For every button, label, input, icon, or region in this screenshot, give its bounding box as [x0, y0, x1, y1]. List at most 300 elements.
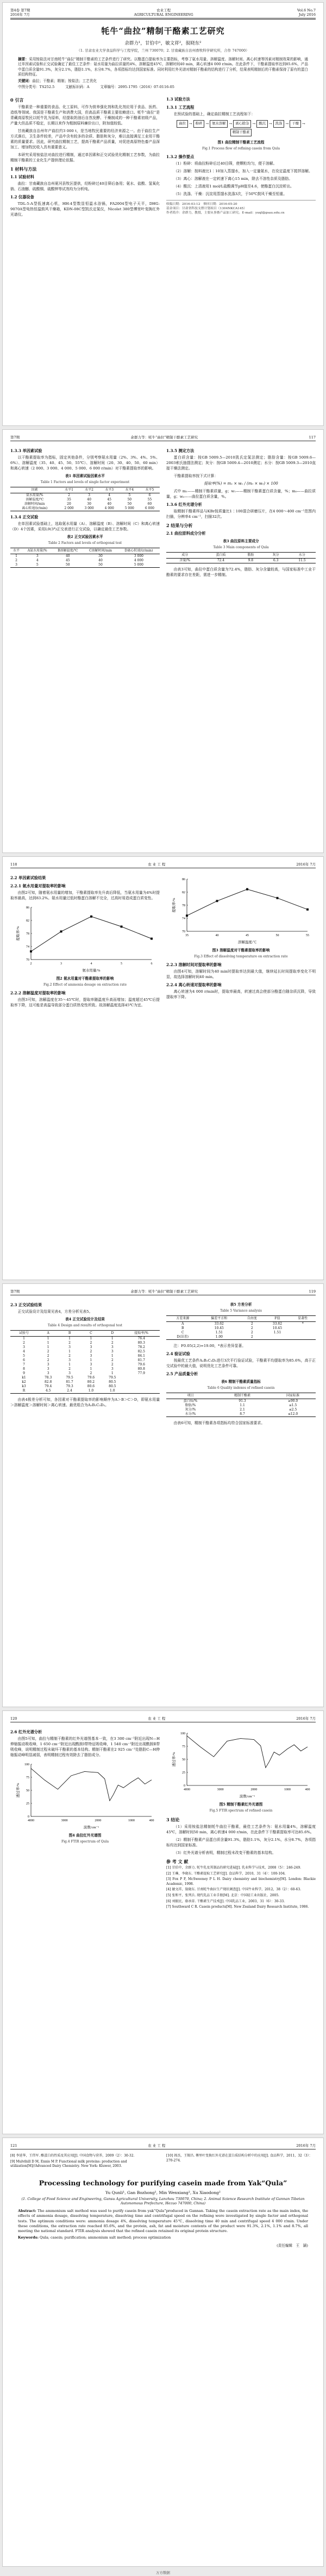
table-cell: 79.6: [137, 1363, 145, 1367]
page-5: [2, 1710, 324, 2134]
reference-item: [8] 李延华，王伟军. 酪蛋白的性质及其应用[J]. 中国食物与营养，2009（2）：30-32.: [10, 2154, 135, 2158]
figure-caption: 图5 精制干酪素红外光谱图: [219, 1802, 263, 1807]
table-header: 因素: [10, 487, 59, 493]
header-center: 农 业 工 程: [148, 862, 166, 867]
chart-svg: [171, 875, 312, 945]
table-cell: 4: [108, 493, 111, 497]
table-cell: 30: [87, 502, 91, 506]
table-cell: 离心转速/(r/min): [10, 506, 59, 511]
table-cell: 40: [98, 559, 103, 562]
table-cell: [123, 1384, 160, 1389]
y-tick-label: 70: [181, 930, 185, 933]
table-cell: 1: [90, 1337, 92, 1340]
table-cell: [290, 1326, 316, 1331]
y-tick-label: 0: [183, 1784, 185, 1788]
paragraph: （4）酸沉：上清液用1 mol/L盐酸调节pH值至4.6，使酪蛋白沉淀析出。: [173, 184, 294, 189]
table-cell: 2: [239, 1335, 265, 1340]
table-row: [10, 563, 160, 568]
column-right: [166, 94, 316, 220]
table-cell: 80.8: [137, 1367, 145, 1371]
page-header: [10, 862, 316, 868]
page-header: [10, 1289, 316, 1295]
table-cell: 2: [47, 1358, 49, 1362]
table-row: [10, 1341, 160, 1345]
table-cell: 81.7: [137, 1358, 145, 1362]
header-center: 农 业 工 程: [148, 1716, 166, 1721]
english-keywords-label: Keywords:: [18, 2235, 39, 2240]
table-cell: 50: [52, 563, 83, 568]
table-header: 试验号: [10, 1331, 37, 1337]
page-header: [10, 1716, 316, 1722]
table-cell: 1.51: [215, 1331, 223, 1334]
table-cell: 2: [68, 493, 70, 497]
table-header: F值: [265, 1316, 290, 1322]
table-cell: 3: [47, 1367, 49, 1371]
table-header: D: [102, 1331, 123, 1337]
table-header: 自由度: [239, 1316, 265, 1322]
reference-item: [2] 王琳，李晓东. 干酪素提取工艺研究[J]. 食品科学，2010，31（4）：100-104.: [166, 1871, 286, 1876]
table-cell: 3: [111, 1367, 114, 1371]
reference-item: [5] 张和平，张列兵. 现代乳品工业手册[M]. 北京：中国轻工业出版社，2005.: [166, 1893, 280, 1897]
figure-caption-en: Fig.5 FTIR spectrum of refined casein: [209, 1809, 273, 1813]
table-cell: 2: [250, 1322, 253, 1326]
paragraph: 本研究采用铵盐法对曲拉进行精制，通过单因素和正交试验优化精制工艺参数，为曲拉精制干酪素的工业化生产提供理论依据。: [10, 153, 160, 163]
table-cell: 2: [111, 1341, 114, 1345]
table-cell: 1: [47, 1341, 49, 1345]
y-tick-label: 25: [26, 1802, 29, 1806]
table-cell: 2: [111, 1358, 114, 1362]
header-center: 余群力等：牦牛“曲拉”精制干酪素工艺研究: [130, 1289, 198, 1294]
flow-step: 氨水溶解: [210, 120, 228, 128]
table-cell: 81.7: [66, 1380, 73, 1384]
caption-en: Table 1 Factors and levels of single factor experiment: [40, 480, 130, 484]
flow-step: 曲拉: [177, 120, 188, 128]
table-1: [10, 487, 160, 511]
table-cell: 5: [22, 563, 52, 568]
table-cell: 1.1: [240, 1403, 245, 1407]
table-cell: 6: [23, 1358, 25, 1362]
subsection-heading: 2.5 产品质量分析: [166, 1371, 198, 1376]
caption: 表2 正交试验因素水平: [67, 535, 103, 539]
flow-step: 洗涤: [273, 120, 285, 128]
subsection-heading: 2.2.3 溶解时间对提取率的影响: [166, 962, 222, 967]
y-tick-label: 82: [181, 891, 185, 894]
subsection-heading: 2.6 红外光谱分析: [10, 1729, 42, 1734]
table-cell: 6 000: [140, 506, 160, 511]
table-cell: 1: [68, 1337, 71, 1340]
table-cell: R: [10, 1389, 37, 1394]
y-tick-label: 82: [26, 919, 29, 923]
paragraph: （1）粉碎：将曲拉粉碎后过40目筛，使颗粒均匀，便于溶解。: [173, 161, 277, 166]
table-cell: 1: [47, 1337, 49, 1340]
table-cell: *: [302, 1322, 304, 1326]
keywords-text: 曲拉；干酪素；精制；铵盐法；工艺优化: [32, 78, 97, 83]
data-point: [30, 950, 32, 952]
keywords: [18, 79, 308, 84]
abstract-label: 摘要：: [18, 57, 29, 61]
flow-step: 精制干酪素: [230, 129, 252, 136]
y-tick-label: 0: [27, 1815, 29, 1819]
header-left: 121: [10, 2143, 17, 2148]
table-cell: 脂肪/%: [185, 1403, 196, 1407]
table-row: [10, 1358, 160, 1363]
table-cell: 2: [90, 1350, 92, 1353]
table-cell: 50: [83, 563, 118, 568]
table-cell: [265, 1335, 290, 1340]
section-heading: 3 结论: [166, 1817, 180, 1822]
english-abstract-label: Abstract:: [18, 2208, 36, 2213]
affiliation: （1. 甘肃农业大学食品科学与工程学院，兰州 730070；2. 甘南藏族自治州畜牧科学研究所，合作 747000）: [77, 48, 249, 53]
table-cell: ≤1.5: [289, 1403, 297, 1407]
watermark-footer: 万方数据: [156, 2571, 170, 2575]
table-cell: 2.4: [59, 1389, 80, 1394]
table-3: [166, 552, 316, 563]
figure-caption: 图3 溶解温度对干酪素提取率的影响: [212, 948, 270, 952]
table-cell: 2: [47, 1354, 49, 1358]
x-tick-label: 40: [215, 934, 218, 937]
table-cell: A: [181, 1322, 184, 1326]
table-cell: [123, 1380, 160, 1384]
table-cell: 78.2: [137, 1345, 145, 1349]
caption: 表4 正交试验设计及结果: [65, 1317, 105, 1321]
paragraph: 由表6可知，精制干酪素各项指标均符合国家标准要求。: [173, 1421, 265, 1425]
table-cell: 3: [90, 1354, 92, 1358]
y-axis-label: 提取率/%: [16, 926, 20, 941]
x-tick-label: 3000: [217, 1788, 224, 1791]
table-4: [10, 1330, 160, 1394]
arrow-icon: →: [268, 122, 272, 127]
table-cell: 3 000: [134, 554, 143, 558]
table-header: 水平4: [120, 487, 140, 493]
subsection-heading: 2.2.4 离心转速对提取率的影响: [166, 982, 222, 987]
chart-svg: [15, 903, 156, 974]
table-cell: 40: [87, 498, 91, 502]
table-2: [10, 548, 160, 568]
table-cell: 10.45: [272, 1326, 283, 1330]
table-cell: 78.3: [44, 1376, 52, 1380]
table-row: [10, 493, 160, 498]
paragraph: 离心转速为4 000 r/min时，提取率最高，转速过高会使部分酪蛋白随杂质沉降，导致提取率下降。: [166, 989, 316, 999]
table-cell: 2: [68, 1341, 71, 1345]
table-cell: 2: [68, 1354, 71, 1358]
paragraph: 在单因素试验基础上，选取氨水用量（A）、溶解温度（B）、溶解时间（C）和离心转速（D）4个因素，采用L9(3⁴)正交表进行正交试验，以确定最佳工艺参数。: [10, 522, 160, 531]
table-header: 水平1: [59, 487, 79, 493]
paper-title: 牦牛“曲拉”精制干酪素工艺研究: [101, 26, 225, 36]
paragraph: 甘南藏族自治州年产曲拉约3 000 t，是当地牧民重要的经济来源之一。由于曲拉生产方式落后，卫生条件较差，产品中含有较多的杂质、脂肪和灰分，难以直接满足工业用干酪素的质量要求。因此，研究曲拉精制工艺，提高干酪素产品质量，对促进高原特色畜产品深加工、增加牧民收入具有重要意义。: [10, 129, 160, 150]
x-tick-label: 400: [305, 1788, 310, 1791]
table-cell: 3: [23, 1345, 25, 1349]
x-tick-label: 6: [151, 962, 152, 966]
page-header: [10, 435, 316, 441]
table-row: [10, 1350, 160, 1354]
chart-svg: [15, 1760, 156, 1831]
table-cell: 2.1: [240, 1408, 245, 1412]
arrow-icon: →: [189, 122, 192, 127]
x-tick-label: 2000: [250, 1788, 257, 1791]
table-cell: 7: [23, 1363, 25, 1367]
x-tick-label: 3000: [61, 1819, 68, 1822]
data-point: [90, 916, 92, 918]
header-left: 第4卷 第7期 2016年 7月: [10, 8, 30, 17]
flow-step: 干燥: [290, 120, 301, 128]
table-cell: 40: [107, 502, 111, 506]
series-line: [31, 917, 152, 951]
table-cell: 3: [36, 554, 39, 558]
process-flow: [166, 120, 316, 136]
table-header: B溶解温度/℃: [52, 548, 83, 554]
references: [166, 1866, 316, 1910]
chart-ftir-casein: [166, 1729, 316, 1800]
subsection-heading: 1.3.1 工艺流程: [166, 105, 195, 110]
table-cell: C: [181, 1331, 184, 1334]
data-point: [60, 930, 62, 932]
subsection-heading: 2.2.2 溶解温度对提取率的影响: [10, 991, 66, 995]
subsection-heading: 2.3 正交试验结果: [10, 1302, 42, 1307]
y-axis-label: 提取率/%: [172, 898, 176, 913]
subsection-heading: 1.1 试验材料: [10, 174, 34, 180]
table-cell: 2: [250, 1326, 253, 1330]
table-header: D离心转速/(r/min): [118, 548, 160, 554]
table-cell: 40: [65, 554, 70, 558]
table-header: 偏差平方和: [199, 1316, 240, 1322]
table-cell: 33.62: [272, 1322, 283, 1326]
column-left: [10, 94, 160, 220]
paragraph: 干酪素是一种重要的食品、化工原料，可作为营养强化剂和乳化剂应用于食品、医药、造纸等领域。我国是干酪素生产和消费大国，但高品质干酪素主要依赖进口。牦牛“曲拉”是青藏高原牧民以牦牛乳为原料，经提取奶油后自然发酵、干燥制成的一种干酪素初级产品，产量大但品质不稳定，长期以来作为粗制原料廉价出口，附加值较低。: [10, 105, 160, 126]
chart-svg: [171, 1729, 312, 1800]
subsection-heading: 2.4 验证试验: [166, 1351, 190, 1356]
header-left: 120: [10, 1716, 17, 1721]
arrow-icon: →: [205, 122, 209, 127]
table-header: 脂肪: [238, 553, 263, 559]
table-cell: 1.0: [80, 1389, 102, 1394]
reference-item: [1] 甘伯中，余群力. 牦牛乳及其制品的研究进展[J]. 乳业科学与技术，2008（5）：246-249.: [166, 1866, 302, 1870]
table-row: [10, 1354, 160, 1358]
flow-step: 粉碎: [193, 120, 205, 128]
table-header: 水平5: [140, 487, 160, 493]
table-cell: 3: [68, 1345, 71, 1349]
subsection-heading: 1.3.5 测定方法: [166, 448, 195, 453]
paragraph: 由表3可知，曲拉中蛋白质含量为72.4%，脂肪、灰分含量较高，与国家标准中工业干酪素的要求存在差距，需进一步精制。: [166, 567, 316, 577]
column-right: [166, 1300, 316, 1428]
header-right: 2016年 7月: [296, 2143, 316, 2148]
paragraph: （1）采用铵盐法精制牦牛曲拉干酪素，最佳工艺条件为：氨水用量4%，溶解温度45℃，溶解时间50 min，离心转速4 000 r/min，在此条件下干酪素提取率可达85.6%。: [166, 1825, 316, 1834]
table-header: C溶解时间/min: [83, 548, 118, 554]
paragraph: 由图3可知，溶解温度在35～45℃时，提取率随温度升高而增加；温度超过45℃后提取率下降，这可能是高温导致部分蛋白质热变性所致。故溶解温度选择45℃为宜。: [10, 998, 160, 1007]
table-cell: 2: [111, 1363, 114, 1367]
table-cell: 79.6: [87, 1376, 95, 1380]
english-affiliation: (1. College of Food Science and Engineering, Gansu Agricultural University, Lanzhou 730070, China; 2. Animal Science Research Institute of Gannan Tibetan Autonomous Prefecture, Hezuo 747000, China): [21, 2196, 305, 2205]
subsection-heading: 1.2 仪器设备: [10, 195, 34, 200]
paragraph: （2）精制干酪素产品蛋白质含量91.3%，脂肪1.1%，灰分2.1%，水分8.7%，各项指标均达到国家标准。: [166, 1838, 316, 1847]
table-cell: ≤12.0: [270, 1412, 316, 1417]
x-tick-label: 400: [149, 1819, 154, 1822]
classification: 中图分类号：TS252.5 文献标识码：A 文章编号：2095-1795（2016）07-0116-05: [18, 85, 174, 90]
table-row: [166, 559, 316, 563]
editor-note: (责任编辑 王 颖): [277, 2243, 308, 2248]
keywords-label: 关键词：: [18, 78, 33, 83]
caption: 图1 曲拉精制干酪素工艺流程: [217, 140, 265, 145]
table-cell: 1: [47, 1345, 49, 1349]
column-left: [10, 446, 160, 580]
table-cell: 6: [148, 493, 151, 497]
table-row: [10, 498, 160, 502]
x-axis-label: 波数/cm⁻¹: [83, 1826, 99, 1829]
table-cell: 溶解时间/min: [24, 502, 45, 506]
x-tick-label: 4: [90, 962, 92, 966]
x-axis-label: 氨水用量/%: [82, 969, 101, 973]
table-cell: 1: [111, 1337, 114, 1340]
table-row: [10, 1389, 160, 1394]
table-cell: 5 000: [118, 563, 160, 568]
table-row: [166, 1335, 316, 1340]
paragraph: TDL-5-A型低速离心机，HH-4型数显恒温水浴锅，FA2004型电子天平，DHG-9070A型电热恒温鼓风干燥箱，KDN-08C型凯氏定氮仪，Nicolet 380型傅里叶变换红外光谱仪。: [10, 202, 160, 217]
table-cell: 10.45: [214, 1326, 224, 1330]
subsection-heading: 1.3.2 操作要点: [166, 154, 195, 160]
header-center: 农 业 工 程: [148, 2143, 166, 2148]
subsection-heading: 2.1 曲拉原料成分分析: [166, 531, 206, 536]
abstract-text: 采用铵盐法对甘南牦牛“曲拉”精制干酪素的工艺条件进行了研究。以酪蛋白提取率为主要指标，考察了氨水用量、溶解温度、溶解时间、离心转速等因素对精制效果的影响，通过单因素试验和正交试验确定了最佳工艺条件：氨水用量为曲拉质量的4%，溶解温度45℃，溶解时间40 min，离心转速4 000 r/min。在此条件下，干酪素提取率达到85.6%，产品中蛋白质含量91.3%，灰分2.1%，脂肪1.1%，水分8.7%，各项指标均达到国家标准。同时利用红外光谱对精制干酪素的结构进行了分析，结果表明精制后的干酪素保持了原有的蛋白质结构特征。: [18, 57, 309, 77]
subsection-heading: 1.3.6 红外光谱分析: [166, 502, 202, 507]
table-cell: 3: [90, 1345, 92, 1349]
table-row: [10, 1380, 160, 1384]
table-cell: 82.5: [137, 1350, 145, 1353]
paragraph: 由图4可知，溶解时间为40 min时提取率达到最大值，继续延长时间提取率变化不明显，故选择溶解时间40 min。: [166, 969, 316, 979]
table-cell: 1.51: [273, 1331, 281, 1334]
subsection-heading: 2.2.1 氨水用量对提取率的影响: [10, 883, 66, 888]
paragraph: 蛋白质含量：按GB 5009.5—2010凯氏定氮法测定；脂肪含量：按GB 5009.6—2003索氏抽提法测定；灰分：按GB 5009.4—2010测定；水分：按GB 5009.3—2010直接干燥法测定。: [166, 455, 316, 471]
table-cell: 3: [88, 493, 90, 497]
table-cell: 3: [90, 1363, 92, 1367]
reference-item: [10] 阎杰，王锡昌. 傅里叶变换红外光谱在蛋白质结构分析中的应用[J]. 食品科学，2011，32（3）：270-274.: [166, 2154, 312, 2163]
table-cell: 1: [111, 1371, 114, 1375]
page-2: [2, 429, 324, 853]
paragraph: 式中 m₁——精制干酪素质量，g；w₁——精制干酪素蛋白质含量，%；m₀——曲拉质量，g；w₀——曲拉蛋白质含量，%。: [166, 489, 316, 499]
column-right: [166, 1727, 316, 1911]
caption: 表6 精制干酪素质量指标: [221, 1380, 261, 1384]
data-point: [306, 908, 309, 911]
paragraph: 由图2可知，随着氨水用量的增加，干酪素提取率先升高后降低，当氨水用量为4%时提取率最高，达到83.2%。氨水用量过低时酪蛋白溶解不完全，过高时易造成蛋白质变性。: [10, 891, 160, 900]
table-row: [10, 559, 160, 563]
header-right: 2016年 7月: [296, 862, 316, 867]
paragraph: （2）溶解：按料液比1∶10加入蒸馏水，加入一定量氨水，在设定温度下搅拌溶解。: [173, 169, 312, 174]
table-row: [10, 554, 160, 559]
table-cell: k2: [22, 1380, 26, 1384]
caption-en: Table 6 Quality indexes of refined casein: [207, 1386, 275, 1390]
english-keywords-text: Qula; casein; purification; ammonium salt method; process optimization: [40, 2235, 171, 2240]
section-heading: 0 引言: [10, 97, 24, 103]
y-axis-label: 透过率/%: [172, 1752, 176, 1767]
table-cell: 2: [68, 1367, 71, 1371]
footnote: 收稿日期：2016-03-12 修回日期：2016-05-20 基金项目：甘肃省科技支撑计划项目（1304NKCA145） 作者简介：余群力，教授，主要从事畜产品加工研究。E-mail：yuql@gsau.edu.cn: [166, 200, 316, 215]
table-cell: 76.4: [137, 1337, 145, 1340]
table-cell: 11.5: [289, 559, 316, 563]
y-axis-label: 透过率/%: [16, 1783, 20, 1798]
table-cell: D(误差): [166, 1335, 199, 1340]
caption: 表5 方差分析: [230, 1302, 252, 1307]
table-cell: k3: [22, 1384, 26, 1388]
table-cell: 2: [250, 1331, 253, 1334]
table-cell: 84.1: [137, 1354, 145, 1358]
table-header: 项目: [166, 1393, 215, 1399]
table-cell: 4 000: [134, 559, 143, 562]
table-row: [10, 506, 160, 511]
x-axis-label: 溶解温度/℃: [237, 941, 256, 944]
table-cell: 80.2: [87, 1380, 95, 1384]
paragraph: 正交试验设计及结果见表4，方差分析见表5。: [17, 1309, 93, 1314]
x-axis-label: 波数/cm⁻¹: [239, 1795, 255, 1798]
table-header: A: [37, 1331, 59, 1337]
english-abstract-text: The ammonium salt method was used to purify casein from yak“Qula”produced in Gannan. Taking the casein extraction rate as the main index, the effects of ammonia dosage, dissolving temperature, dissolving time and centrifugal speed on the refining were investigated by single factor and orthogonal tests. The optimum conditions were: ammonia dosage 4%, dissolving temperature 45℃, dissolving time 40 min and centrifugal speed 4 000 r/min. Under these conditions, the extraction rate reached 85.6%, and the protein, ash, fat and moisture contents of the product were 91.3%, 2.1%, 1.1% and 8.7%, all meeting the national standard. FTIR analysis showed that the refined casein retained its original protein structure.: [18, 2208, 308, 2234]
table-cell: 9: [23, 1371, 25, 1375]
table-cell: 3: [10, 563, 22, 568]
paragraph: 以干酪素提取率为指标，固定其他条件，分别考察氨水用量（2%、3%、4%、5%、6%）、溶解温度（35、40、45、50、55℃）、溶解时间（20、30、40、50、60 min）和离心转速（2 000、3 000、4 000、5 000、6 000 r/min）对干酪素提取率的影响。: [10, 455, 160, 471]
english-title: Processing technology for purifying casein made from Yak“Qula”: [39, 2178, 287, 2187]
table-header: 成分: [166, 553, 204, 559]
page-header: [10, 2143, 316, 2149]
x-tick-label: 1000: [284, 1788, 291, 1791]
references-continued: [10, 2154, 316, 2169]
paragraph: （5）洗涤、干燥：沉淀用蒸馏水洗涤3次，于50℃鼓风干燥至恒重。: [173, 192, 287, 197]
table-cell: 1.00: [199, 1335, 240, 1340]
section-heading: 参 考 文 献: [166, 1859, 189, 1864]
y-tick-label: 25: [181, 1771, 185, 1775]
y-tick-label: 74: [26, 945, 29, 949]
data-point: [151, 938, 153, 940]
table-row: [10, 1376, 160, 1380]
table-cell: 4 000: [99, 506, 120, 511]
y-tick-label: 70: [26, 958, 29, 962]
table-row: [10, 1345, 160, 1350]
table-cell: 80.5: [109, 1384, 116, 1388]
y-tick-label: 75: [26, 1776, 29, 1779]
reference-item: [6] 刘振民，骆承庠. 干酪素生产技术[J]. 中国乳品工业，2003，31（6）：30-33.: [166, 1899, 285, 1903]
table-cell: 50: [127, 498, 132, 502]
page-4: [2, 1283, 324, 1707]
table-header: 灰分: [264, 553, 289, 559]
table-cell: 79.5: [109, 1376, 116, 1380]
table-row: [10, 502, 160, 506]
column-left: [10, 1300, 160, 1428]
paragraph: 曲拉：甘南藏族自治州夏河县牧区提供，经粉碎过40目筛后备用；氨水、盐酸、氢氧化钠、石油醚、硫酸铜、硫酸钾等试剂均为分析纯。: [10, 181, 160, 192]
table-cell: B: [181, 1326, 184, 1330]
x-tick-label: 2000: [94, 1819, 101, 1822]
table-cell: 1: [68, 1350, 71, 1353]
header-left: 第7期: [10, 435, 20, 440]
header-right: 2016年 7月: [296, 1716, 316, 1721]
figure-caption: 图4 曲拉红外光谱图: [68, 1833, 102, 1838]
paragraph: 干酪素提取率按下式计算：: [173, 474, 218, 478]
table-cell: 5 000: [120, 506, 140, 511]
x-tick-label: 1000: [128, 1819, 135, 1822]
header-right: 117: [309, 435, 316, 440]
table-cell: 79.4: [44, 1384, 52, 1388]
table-cell: 4: [36, 559, 39, 562]
caption-en: Table 2 Factors and levels of orthogonal test: [48, 541, 122, 545]
paragraph: 注：F0.05(2,2)=19.00，*表示差异显著。: [173, 1344, 246, 1348]
x-tick-label: 35: [185, 934, 189, 937]
x-tick-label: 4000: [27, 1819, 34, 1822]
header-left: 第7期: [10, 1289, 20, 1294]
y-tick-label: 74: [181, 917, 185, 920]
paragraph: 在预试验的基础上，确定曲拉精制工艺流程如下：: [173, 112, 255, 117]
table-cell: k1: [22, 1376, 26, 1380]
table-cell: 2: [47, 1350, 49, 1353]
table-cell: 79.3: [66, 1384, 73, 1388]
table-cell: ≥90.0: [287, 1399, 298, 1403]
subsection-heading: 1.3 试验方法: [166, 97, 190, 102]
table-cell: 20: [67, 502, 71, 506]
table-cell: [290, 1331, 316, 1335]
